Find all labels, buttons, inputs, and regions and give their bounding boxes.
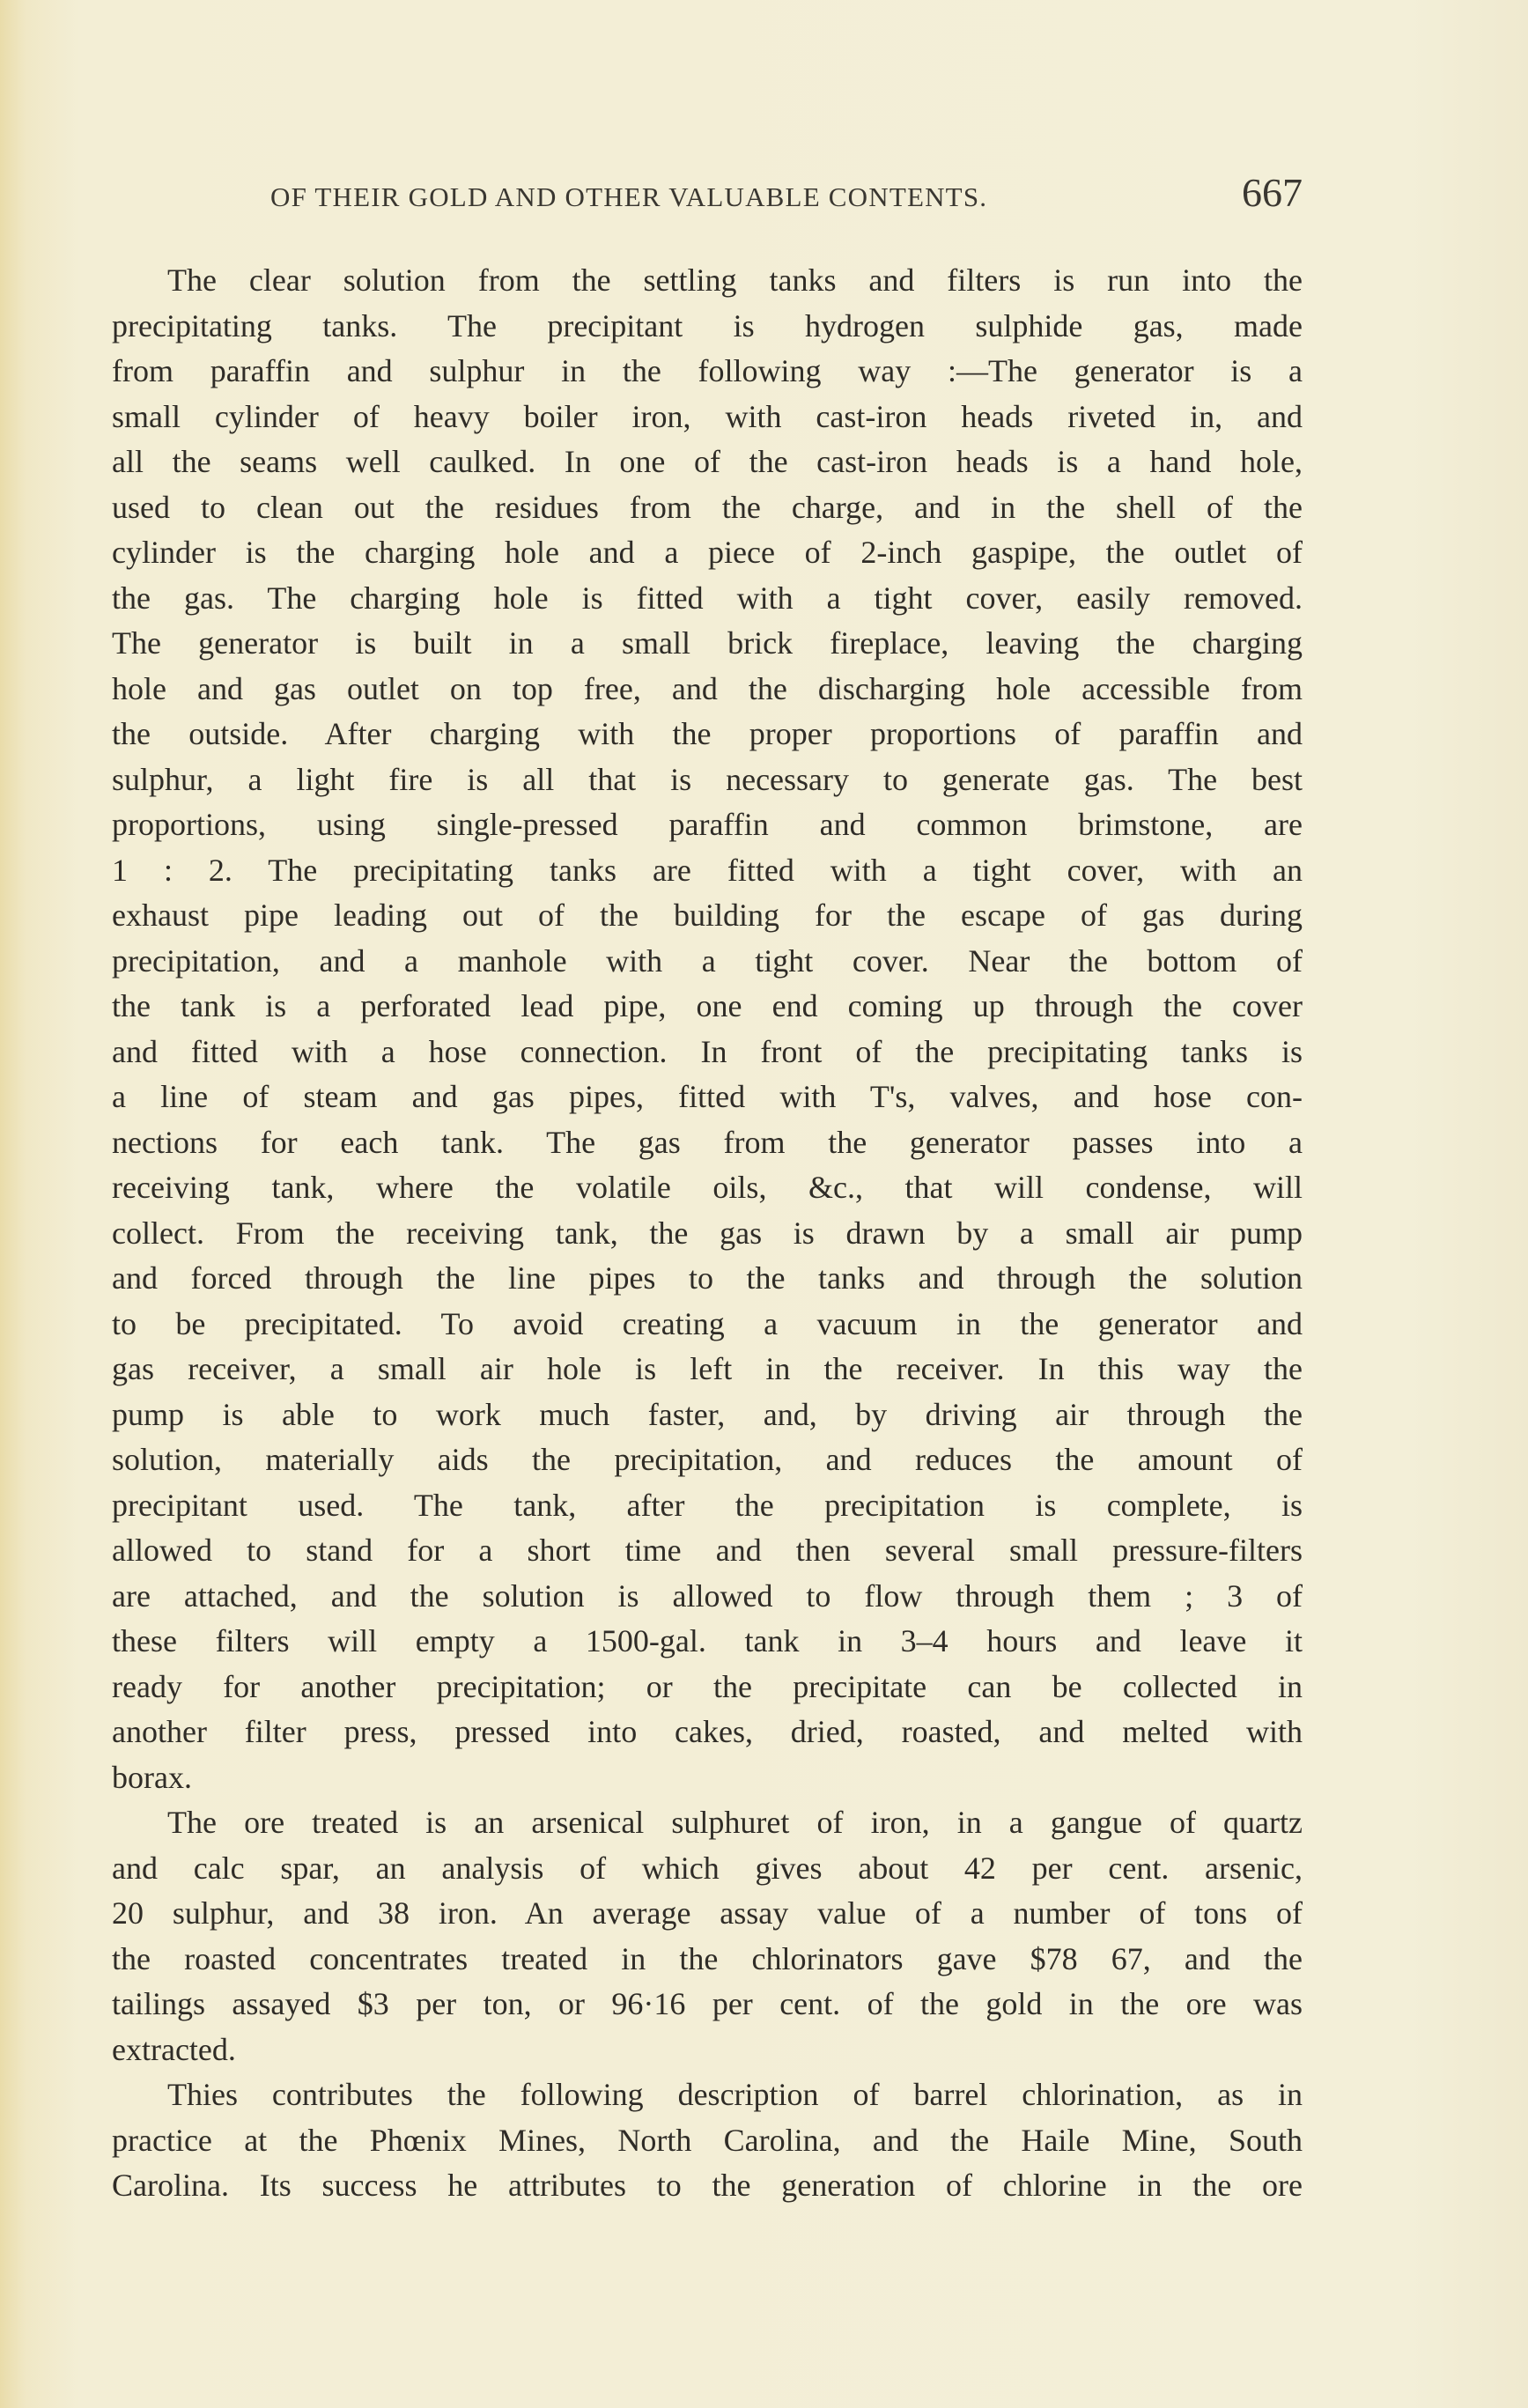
text-line: proportions, using single-pressed paraffin and common brimstone, are <box>112 807 1303 842</box>
text-line: allowed to stand for a short time and then several small pressure-filters <box>112 1533 1303 1568</box>
text-line: are attached, and the solution is allowed to flow through them ; 3 of <box>112 1577 1303 1614</box>
text-line: used to clean out the residues from the charge, and in the shell of the <box>112 489 1303 525</box>
text-line: small cylinder of heavy boiler iron, with cast-iron heads riveted in, and <box>112 398 1303 434</box>
paragraph-barrel-chlorination <box>112 2072 1303 2209</box>
paragraph-precipitation <box>112 258 1303 1800</box>
text-line: nections for each tank. The gas from the generator passes into a <box>112 1124 1303 1160</box>
text-line: and forced through the line pipes to the tanks and through the solution <box>112 1260 1303 1296</box>
text-line: pump is able to work much faster, and, by driving air through the <box>112 1396 1303 1432</box>
text-line: receiving tank, where the volatile oils, &c., that will condense, will <box>112 1170 1303 1205</box>
text-line: solution, materially aids the precipitation, and reduces the amount of <box>112 1442 1303 1477</box>
text-line: tailings assayed $3 per ton, or 96·16 per cent. of the gold in the ore was <box>112 1986 1303 2021</box>
text-line: The clear solution from the settling tanks and filters is run into the <box>167 262 1303 298</box>
text-line: these filters will empty a 1500-gal. tank in 3–4 hours and leave it <box>112 1623 1303 1658</box>
text-line: cylinder is the charging hole and a piece of 2-inch gaspipe, the outlet of <box>112 535 1303 570</box>
text-line: extracted. <box>112 2031 236 2067</box>
text-line: collect. From the receiving tank, the gas is drawn by a small air pump <box>112 1215 1303 1251</box>
running-title: OF THEIR GOLD AND OTHER VALUABLE CONTENTS. <box>270 181 988 212</box>
running-head <box>112 169 1303 222</box>
text-line: Thies contributes the following description of barrel chlorination, as in <box>167 2077 1303 2112</box>
text-line: hole and gas outlet on top free, and the discharging hole accessible from <box>112 670 1303 706</box>
text-line: the tank is a perforated lead pipe, one end coming up through the cover <box>112 988 1303 1023</box>
text-line: another filter press, pressed into cakes, dried, roasted, and melted with <box>112 1714 1303 1749</box>
text-line: all the seams well caulked. In one of the cast-iron heads is a hand hole, <box>112 444 1303 479</box>
body-text <box>112 258 1303 2209</box>
text-line: to be precipitated. To avoid creating a vacuum in the generator and <box>112 1305 1303 1341</box>
text-line: from paraffin and sulphur in the following way :—The generator is a <box>112 353 1303 388</box>
page-number: 667 <box>1242 170 1303 215</box>
text-line: The generator is built in a small brick fireplace, leaving the charging <box>112 625 1303 661</box>
text-line: 1 : 2. The precipitating tanks are fitted with a tight cover, with an <box>112 852 1303 888</box>
text-line: precipitation, and a manhole with a tight cover. Near the bottom of <box>112 942 1303 979</box>
text-line: borax. <box>112 1759 192 1795</box>
text-line: and calc spar, an analysis of which gives about 42 per cent. arsenic, <box>112 1850 1303 1886</box>
text-line: precipitating tanks. The precipitant is hydrogen sulphide gas, made <box>112 307 1303 343</box>
text-line: precipitant used. The tank, after the precipitation is complete, is <box>112 1487 1303 1523</box>
text-line: the roasted concentrates treated in the chlorinators gave $78 67, and the <box>112 1940 1303 1976</box>
text-line: 20 sulphur, and 38 iron. An average assay value of a number of tons of <box>112 1895 1303 1931</box>
text-line: a line of steam and gas pipes, fitted with T's, valves, and hose con- <box>112 1079 1303 1114</box>
text-line: gas receiver, a small air hole is left in the receiver. In this way the <box>112 1351 1303 1386</box>
text-line: and fitted with a hose connection. In front of the precipitating tanks is <box>112 1033 1303 1069</box>
text-line: the gas. The charging hole is fitted with a tight cover, easily removed. <box>112 580 1303 616</box>
text-line: Carolina. Its success he attributes to the generation of chlorine in the ore <box>112 2168 1303 2203</box>
text-line: sulphur, a light fire is all that is necessary to generate gas. The best <box>112 761 1303 797</box>
text-line: exhaust pipe leading out of the building for the escape of gas during <box>112 897 1303 933</box>
text-line: the outside. After charging with the proper proportions of paraffin and <box>112 716 1303 751</box>
text-line: The ore treated is an arsenical sulphuret of iron, in a gangue of quartz <box>167 1805 1303 1840</box>
text-line: ready for another precipitation; or the precipitate can be collected in <box>112 1668 1303 1704</box>
paragraph-ore-analysis <box>112 1800 1303 2072</box>
text-line: practice at the Phœnix Mines, North Carolina, and the Haile Mine, South <box>112 2122 1303 2158</box>
